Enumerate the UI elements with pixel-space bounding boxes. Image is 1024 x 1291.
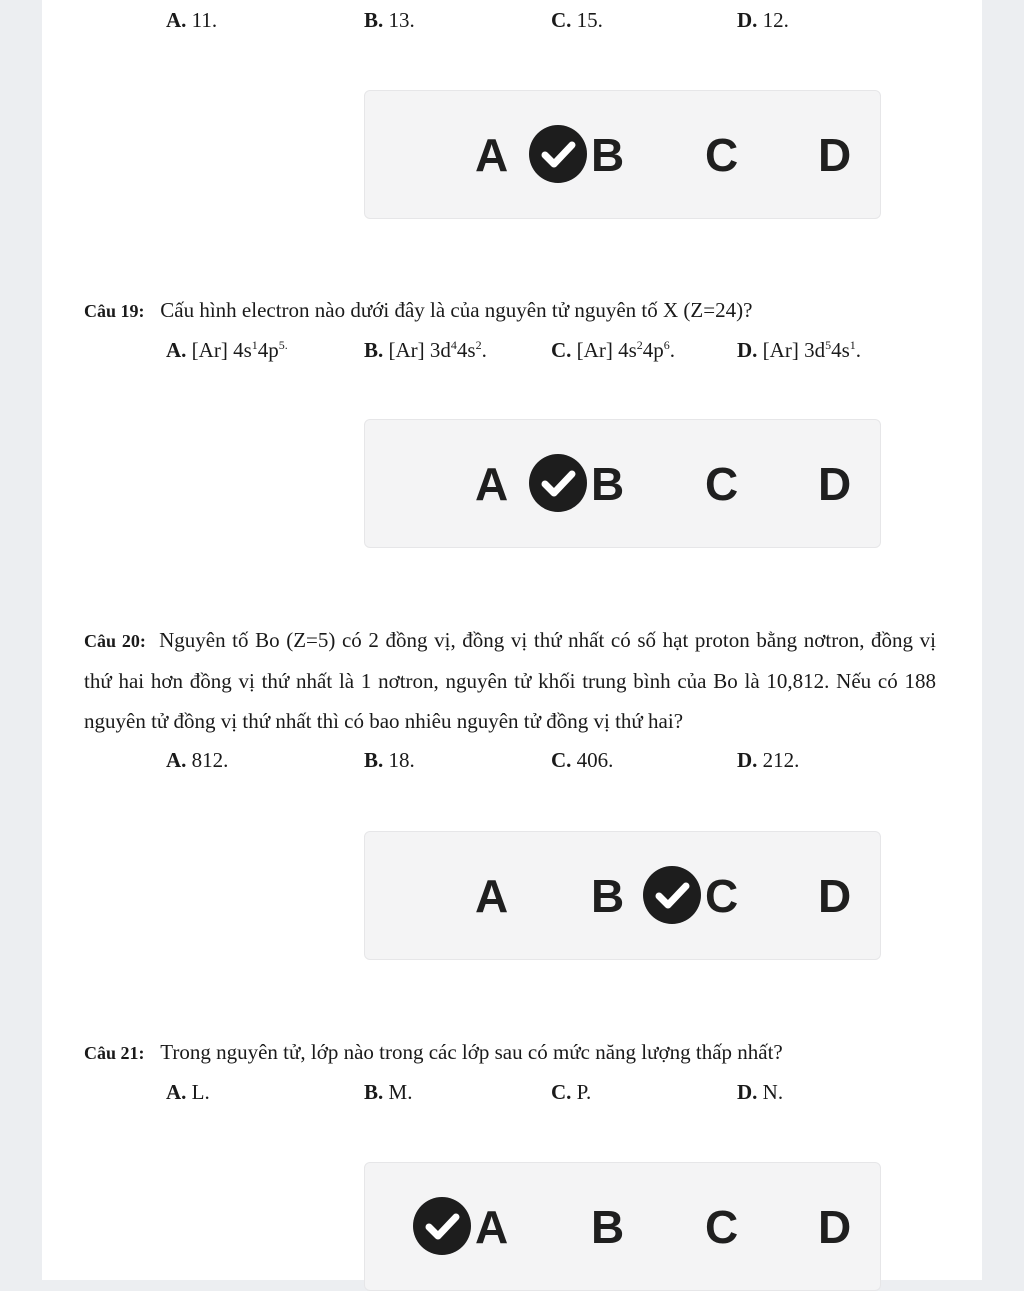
q19-option-b: B. [Ar] $3d^44s^2$.: [364, 338, 487, 362]
check-circle-icon: [529, 454, 587, 512]
check-circle-icon: [643, 866, 701, 924]
q18-answer-a[interactable]: A: [475, 129, 509, 181]
q21-text: Trong nguyên tử, lớp nào trong các lớp sau có mức năng lượng thấp nhất?: [160, 1040, 783, 1064]
check-circle-icon: [529, 125, 587, 183]
q18-answer-d[interactable]: D: [818, 129, 852, 181]
q21-options: [0, 1080, 1024, 1110]
q19-answer-d[interactable]: D: [818, 458, 852, 510]
q20-answer-c[interactable]: C: [705, 870, 739, 922]
q21-option-b: B. M.: [364, 1080, 413, 1104]
q20-option-d: D. 212.: [737, 748, 800, 772]
q19-text: Cấu hình electron nào dưới đây là của nguyên tử nguyên tố X (Z=24)?: [160, 298, 753, 322]
q19-answer-b[interactable]: B: [591, 458, 625, 510]
q18-option-d: D. 12.: [737, 8, 789, 32]
q19-question: [84, 298, 752, 323]
q21-answer-d[interactable]: D: [818, 1201, 852, 1253]
q21-question: [84, 1040, 783, 1065]
q21-label: Câu 21:: [84, 1043, 145, 1063]
q19-options: [0, 338, 1024, 368]
q20-options: [0, 748, 1024, 778]
q21-answer-b[interactable]: B: [591, 1201, 625, 1253]
q21-answer-c[interactable]: C: [705, 1201, 739, 1253]
q20-answer-d[interactable]: D: [818, 870, 852, 922]
q18-options: [0, 8, 1024, 38]
q21-option-a: A. L.: [166, 1080, 210, 1104]
q18-option-b: B. 13.: [364, 8, 415, 32]
q18-option-c: C. 15.: [551, 8, 603, 32]
q20-answer-b[interactable]: B: [591, 870, 625, 922]
q18-answer-b[interactable]: B: [591, 129, 625, 181]
q20-label: Câu 20:: [84, 631, 146, 651]
check-circle-icon: [413, 1197, 471, 1255]
q18-answer-c[interactable]: C: [705, 129, 739, 181]
q19-option-c: C. [Ar] $4s^24p^6$.: [551, 338, 675, 362]
q19-answer-panel: [364, 419, 881, 548]
q21-answer-panel: [364, 1162, 881, 1291]
q20-text: Nguyên tố Bo (Z=5) có 2 đồng vị, đồng vị thứ nhất có số hạt proton bằng nơtron, đồng vị thứ hai hơn đồng vị thứ nhất là 1 nơtron, nguyên tử khối trung bình của Bo là 10,812. Nếu có 188 nguyên tử đồng vị thứ nhất thì có bao nhiêu nguyên tử đồng vị thứ hai?: [84, 628, 936, 733]
q19-label: Câu 19:: [84, 301, 145, 321]
q18-option-a: A. 11.: [166, 8, 218, 32]
q19-option-a: A. [Ar] $4s^14p^{5.}$: [166, 338, 288, 362]
q19-answer-c[interactable]: C: [705, 458, 739, 510]
q20-question: [84, 620, 936, 741]
q21-answer-a[interactable]: A: [475, 1201, 509, 1253]
q21-option-c: C. P.: [551, 1080, 592, 1104]
q20-option-c: C. 406.: [551, 748, 614, 772]
q20-answer-panel: [364, 831, 881, 960]
q18-answer-panel: [364, 90, 881, 219]
q20-option-a: A. 812.: [166, 748, 229, 772]
q21-option-d: D. N.: [737, 1080, 784, 1104]
q20-answer-a[interactable]: A: [475, 870, 509, 922]
q20-option-b: B. 18.: [364, 748, 415, 772]
q19-option-d: D. [Ar] $3d^54s^1$.: [737, 338, 862, 362]
q19-answer-a[interactable]: A: [475, 458, 509, 510]
